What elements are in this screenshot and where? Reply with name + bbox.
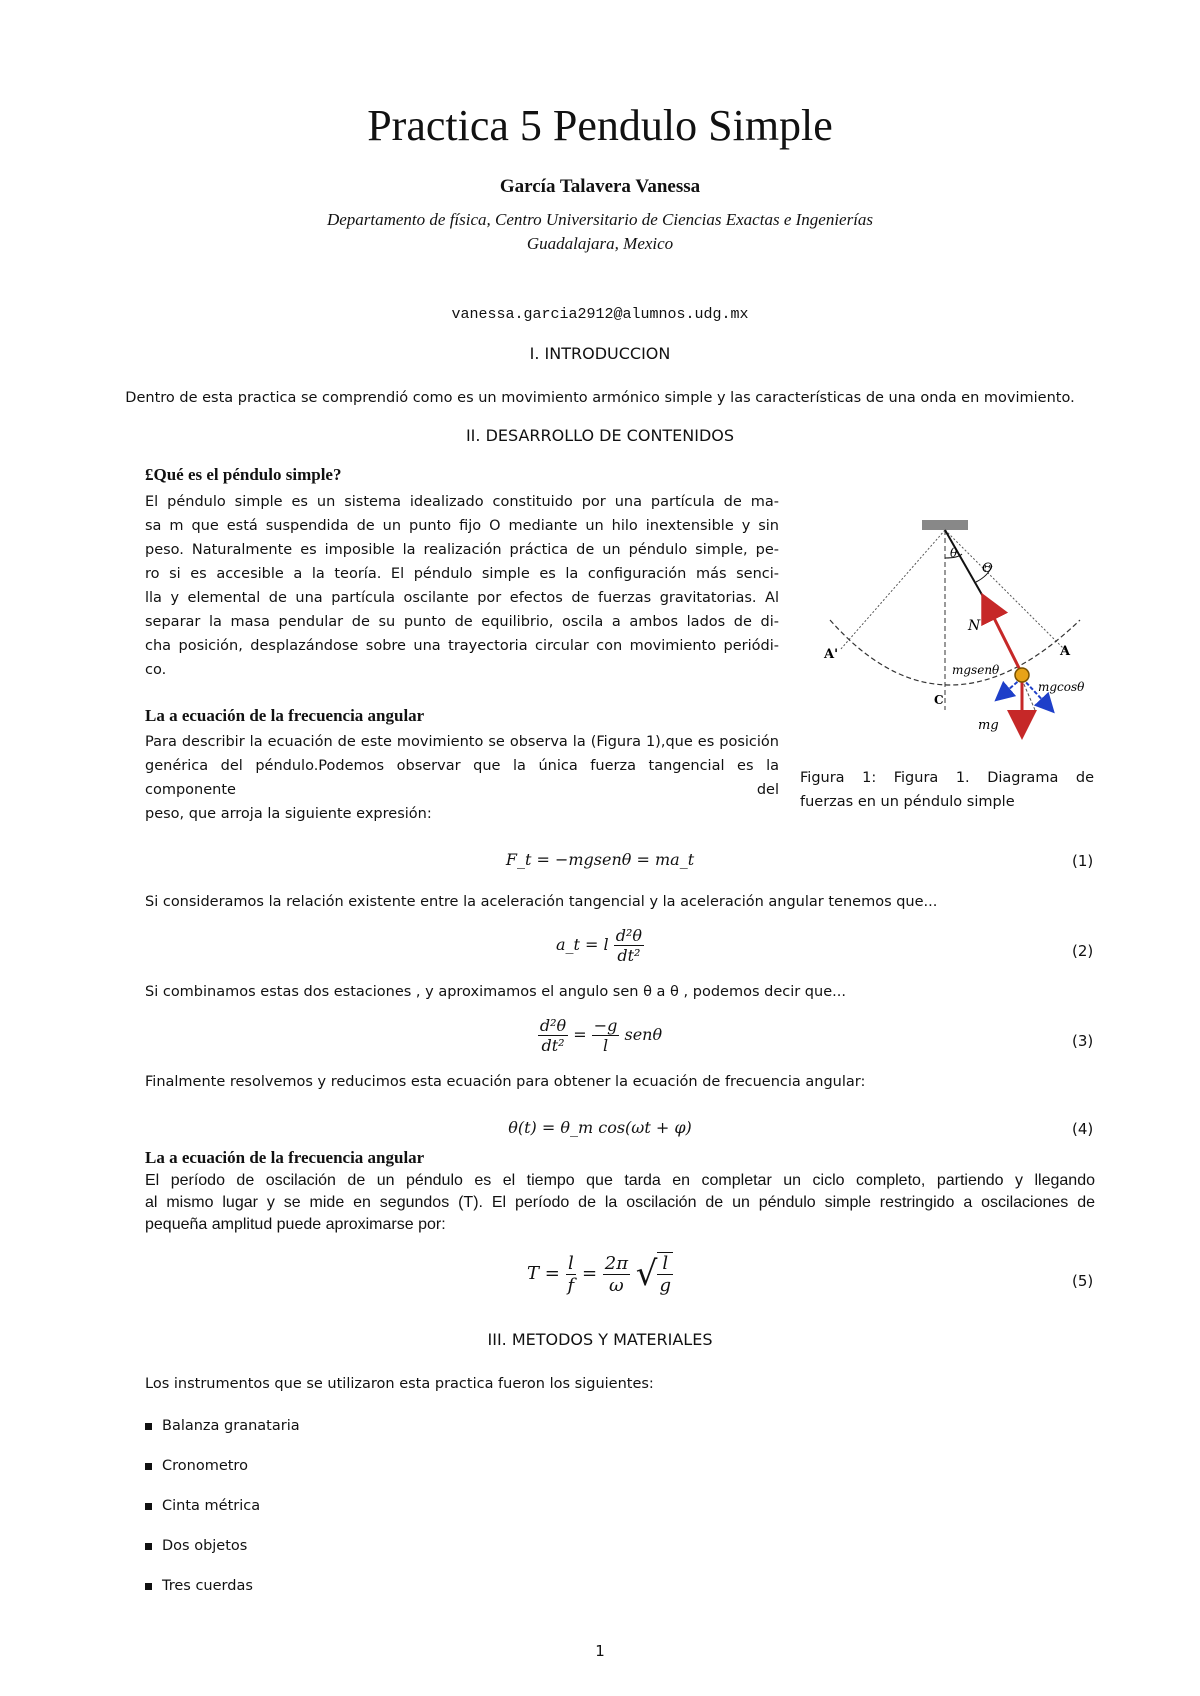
section-heading-desarrollo: II. DESARROLLO DE CONTENIDOS: [465, 426, 735, 445]
paragraph-line: al mismo lugar y se mide en segundos (T). El período de la oscilación de un péndulo simple restringido a oscilaciones de: [145, 1194, 1095, 1211]
list-item-label: Cinta métrica: [162, 1498, 261, 1514]
equation-5-numerator-b: 2π: [604, 1252, 629, 1274]
equation-5-denominator-c: g: [659, 1275, 671, 1296]
equation-1: [0, 850, 1200, 869]
label-C: C: [934, 693, 944, 707]
equation-3-number: (3): [1072, 1032, 1094, 1050]
list-item-label: Tres cuerdas: [162, 1578, 253, 1594]
equation-2-denominator: dt²: [617, 946, 641, 965]
paragraph-pendulo-simple: [145, 490, 779, 682]
equation-5-numerator-c: l: [657, 1253, 673, 1275]
section-heading-intro: I. INTRODUCCION: [529, 344, 671, 363]
pendulum-bob: [1015, 668, 1029, 682]
page-title: Practica 5 Pendulo Simple: [367, 101, 833, 150]
label-N: N: [968, 618, 981, 634]
equation-5-denominator-a: f: [567, 1274, 575, 1296]
paragraph-line: peso, que arroja la siguiente expresión:: [145, 806, 432, 822]
paragraph-line: El período de oscilación de un péndulo es el tiempo que tarda en completar un ciclo completo, partiendo y llegando: [145, 1172, 1095, 1189]
equation-5-fraction-c: [657, 1252, 673, 1296]
bullet-square-icon: [145, 1463, 152, 1470]
figure-caption-line: Figura 1: Figura 1. Diagrama de: [800, 770, 1094, 786]
text-after-eq2: Si combinamos estas dos estaciones , y aproximamos el angulo sen θ a θ , podemos decir que...: [145, 984, 846, 1000]
equation-2-number: (2): [1072, 942, 1094, 960]
bullet-square-icon: [145, 1503, 152, 1510]
paragraph-line: lla y elemental de una partícula oscilante por efectos de fuerzas gravitatorias. Al: [145, 590, 779, 606]
label-mgcos: mgcosθ: [1038, 680, 1085, 694]
bullet-square-icon: [145, 1583, 152, 1590]
right-extreme-line: [945, 530, 1065, 650]
equation-3-fraction-1: [538, 1016, 568, 1055]
equation-3-fraction-2: [592, 1016, 620, 1055]
subheading-frecuencia-angular: La a ecuación de la frecuencia angular: [145, 706, 425, 725]
figure-caption-line: fuerzas en un péndulo simple: [800, 794, 1015, 810]
list-item: [145, 1578, 300, 1618]
paragraph-periodo: [145, 1170, 1095, 1236]
equation-5-fraction-b: [603, 1253, 630, 1296]
figure-caption: [800, 766, 1094, 814]
paragraph-line: separar la masa pendular de su punto de equilibrio, oscila a ambos lados de di-: [145, 614, 779, 630]
equation-4-body: θ(t) = θ_m cos(ωt + φ): [508, 1118, 692, 1137]
list-item-label: Dos objetos: [162, 1538, 248, 1554]
paragraph-line: peso. Naturalmente es imposible la realización práctica de un péndulo simple, pe-: [145, 542, 779, 558]
affiliation-line-1: Departamento de física, Centro Universitario de Ciencias Exactas e Ingenierías: [326, 210, 874, 229]
equation-4: [0, 1118, 1200, 1137]
equation-2-lhs: a_t = l: [555, 935, 609, 954]
equation-5-fraction-a: [566, 1253, 577, 1296]
equation-1-number: (1): [1072, 852, 1094, 870]
paragraph-line: sa m que está suspendida de un punto fijo O mediante un hilo inextensible y sin: [145, 518, 779, 534]
label-theta: θ: [950, 546, 958, 560]
equation-2-numerator: d²θ: [615, 926, 643, 945]
metodos-intro: Los instrumentos que se utilizaron esta practica fueron los siguientes:: [145, 1376, 654, 1392]
equation-2-fraction: [614, 926, 644, 965]
equation-4-number: (4): [1072, 1120, 1094, 1138]
subheading-periodo: La a ecuación de la frecuencia angular: [145, 1148, 425, 1167]
page-number: 1: [595, 1642, 605, 1660]
equation-2: [0, 926, 1200, 965]
equation-5-T: T =: [527, 1263, 560, 1284]
tension-arrow: [988, 606, 1020, 670]
text-after-eq3: Finalmente resolvemos y reducimos esta ecuación para obtener la ecuación de frecuencia angular:: [145, 1074, 866, 1090]
list-item: [145, 1498, 300, 1538]
ceiling-support: [922, 520, 968, 530]
section-heading-metodos: III. METODOS Y MATERIALES: [487, 1330, 713, 1349]
sqrt-icon: √: [635, 1254, 658, 1294]
intro-paragraph: Dentro de esta practica se comprendió como es un movimiento armónico simple y las características de una onda en movimiento.: [125, 390, 1075, 406]
list-item: [145, 1458, 300, 1498]
label-A: A: [1060, 644, 1071, 659]
equation-3-numerator-1: d²θ: [539, 1016, 567, 1035]
paragraph-frecuencia: [145, 730, 779, 826]
author-name: García Talavera Vanessa: [499, 176, 701, 197]
paragraph-line: pequeña amplitud puede aproximarse por:: [145, 1216, 446, 1233]
equation-1-body: F_t = −mgsenθ = ma_t: [505, 850, 695, 869]
bullet-square-icon: [145, 1423, 152, 1430]
equation-5: T = $\frac{l}{f}$ = $\frac{2\pi}{\omega}$ √ $\frac{l}{g}$: [527, 1252, 671, 1296]
affiliation-line-2: Guadalajara, Mexico: [526, 234, 674, 253]
equation-3-rhs: senθ: [624, 1025, 663, 1044]
equation-3-numerator-2: −g: [593, 1016, 618, 1035]
equation-5-number: (5): [1072, 1272, 1094, 1290]
label-mg: mg: [978, 718, 999, 733]
paragraph-line: co.: [145, 662, 167, 678]
paragraph-line: ro si es accesible a la teoría. El péndulo simple es la configuración más senci-: [145, 566, 779, 582]
left-extreme-line: [840, 530, 945, 650]
bullet-square-icon: [145, 1543, 152, 1550]
paragraph-line: El péndulo simple es un sistema idealizado constituido por una partícula de ma-: [145, 494, 779, 510]
list-item: [145, 1418, 300, 1458]
equation-3-denominator-1: dt²: [541, 1036, 565, 1055]
list-item-label: Cronometro: [162, 1458, 248, 1474]
equation-3-denominator-2: l: [603, 1036, 609, 1055]
paragraph-line: genérica del péndulo.Podemos observar que la única fuerza tangencial es la componente del: [145, 758, 779, 798]
pendulum-string: [945, 530, 985, 600]
list-item-label: Balanza granataria: [162, 1418, 300, 1434]
label-theta2: Θ: [982, 561, 993, 576]
pendulum-diagram: [810, 510, 1100, 750]
paragraph-line: Para describir la ecuación de este movimiento se observa la (Figura 1),que es posición: [145, 734, 779, 750]
materials-list: [145, 1418, 300, 1618]
equation-5-numerator-a: l: [566, 1253, 577, 1275]
label-A-prime: A': [824, 647, 839, 662]
equation-5-denominator-b: ω: [609, 1274, 624, 1296]
list-item: [145, 1538, 300, 1578]
paragraph-line: cha posición, desplazándose sobre una trayectoria circular con movimiento periódi-: [145, 638, 779, 654]
subheading-pendulo-simple: £Qué es el péndulo simple?: [145, 465, 342, 484]
text-after-eq1: Si consideramos la relación existente entre la aceleración tangencial y la aceleración angular tenemos que...: [145, 894, 938, 910]
label-mgsen: mgsenθ: [952, 663, 1000, 677]
author-email: vanessa.garcia2912@alumnos.udg.mx: [451, 306, 749, 323]
equation-3: $\frac{\text{d²θ}}{\text{dt²}}$ = $\frac{-g}{l}$ senθ: [539, 1016, 663, 1055]
